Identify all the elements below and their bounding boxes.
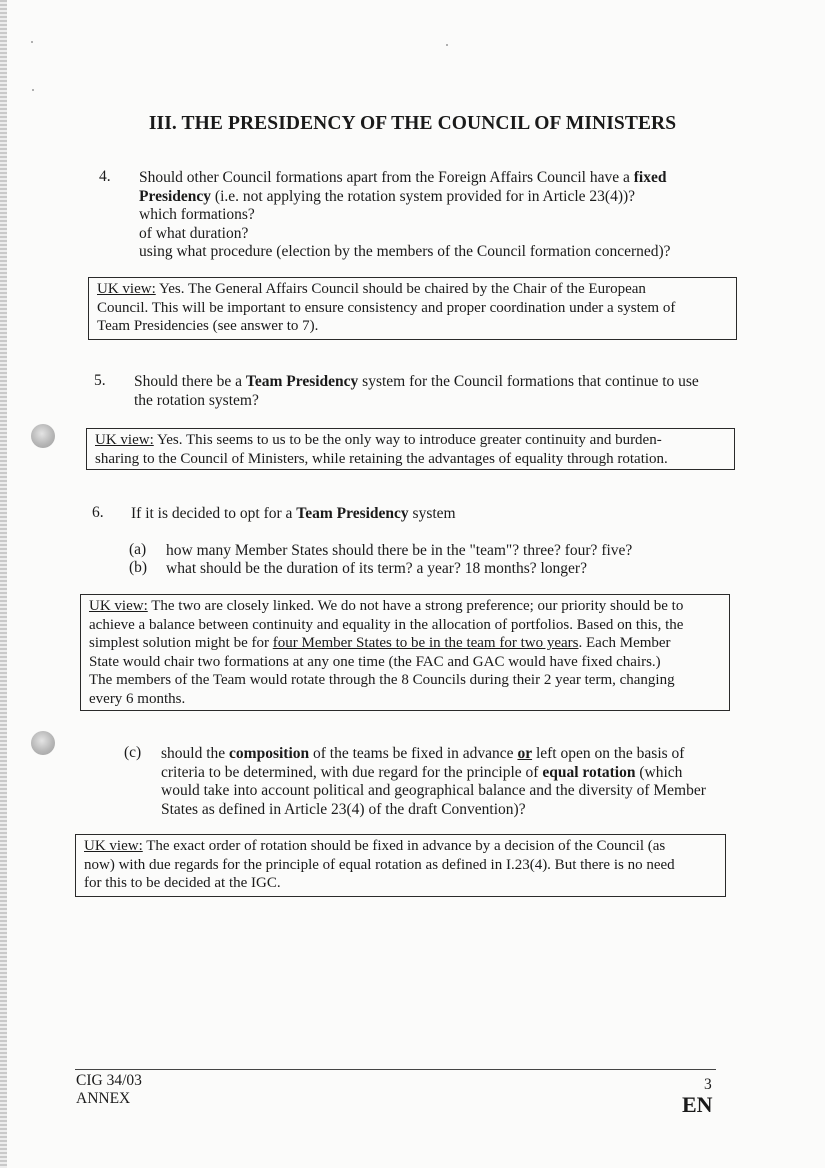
question-4: [139, 169, 739, 262]
question-5: [134, 373, 734, 410]
page-number: 3: [704, 1076, 712, 1093]
footer-divider: [75, 1069, 716, 1070]
scan-edge: [0, 0, 7, 1168]
uk-view-line: State would chair two formations at any one time (the FAC and GAC would have fixed chairs.): [89, 653, 661, 670]
question-line: the rotation system?: [134, 391, 259, 409]
sub-item-text: how many Member States should there be in the "team"? three? four? five?: [166, 542, 633, 559]
uk-view-line: Team Presidencies (see answer to 7).: [97, 318, 319, 334]
uk-view-label: UK view:: [89, 598, 148, 614]
uk-view-box: [88, 277, 737, 340]
question-line: using what procedure (election by the members of the Council formation concerned)?: [139, 243, 671, 260]
scan-speck: [446, 44, 448, 46]
sub-item-text: what should be the duration of its term? a year? 18 months? longer?: [166, 560, 587, 577]
uk-view-line: UK view: Yes. The General Affairs Council should be chaired by the Chair of the European: [97, 281, 646, 297]
uk-view-line: for this to be decided at the IGC.: [84, 875, 281, 891]
punch-hole: [31, 731, 55, 755]
question-line: Presidency (i.e. not applying the rotation system provided for in Article 23(4))?: [139, 187, 636, 205]
document-reference: CIG 34/03: [76, 1072, 142, 1089]
question-line: Should other Council formations apart from the Foreign Affairs Council have a fixed: [139, 169, 667, 186]
uk-view-label: UK view:: [97, 281, 156, 297]
uk-view-line: achieve a balance between continuity and equality in the allocation of portfolios. Based on this, the: [89, 616, 684, 633]
sub-item-label: (a): [129, 541, 147, 558]
question-number: 6.: [92, 504, 104, 521]
uk-view-label: UK view:: [84, 838, 143, 854]
uk-view-line: now) with due regards for the principle of equal rotation as defined in I.23(4). But there is no need: [84, 856, 675, 873]
page-title: III. THE PRESIDENCY OF THE COUNCIL OF MINISTERS: [148, 113, 677, 134]
punch-hole: [31, 424, 55, 448]
question-number: 5.: [94, 372, 106, 389]
question-line: criteria to be determined, with due regard for the principle of equal rotation (which: [161, 763, 683, 781]
sub-item-label: (c): [124, 744, 142, 761]
uk-view-line: simplest solution might be for four Member States to be in the team for two years. Each Member: [89, 635, 671, 651]
question-number: 4.: [99, 168, 111, 185]
scan-speck: [31, 41, 33, 43]
question-6c: [161, 745, 731, 819]
uk-view-box: [80, 594, 730, 711]
uk-view-line: The members of the Team would rotate through the 8 Councils during their 2 year term, changing: [89, 672, 675, 688]
uk-view-line: UK view: Yes. This seems to us to be the only way to introduce greater continuity and burden-: [95, 432, 662, 448]
uk-view-label: UK view:: [95, 432, 154, 448]
question-line: States as defined in Article 23(4) of the draft Convention)?: [161, 800, 526, 818]
uk-view-box: [86, 428, 735, 470]
question-line: should the composition of the teams be fixed in advance or left open on the basis of: [161, 745, 685, 762]
uk-view-line: UK view: The two are closely linked. We do not have a strong preference; our priority should be to: [89, 598, 684, 614]
question-line: Should there be a Team Presidency system for the Council formations that continue to use: [134, 373, 699, 390]
uk-view-line: Council. This will be important to ensure consistency and proper coordination under a system of: [97, 299, 676, 316]
question-line: of what duration?: [139, 224, 249, 242]
sub-item-label: (b): [129, 559, 148, 576]
uk-view-line: UK view: The exact order of rotation should be fixed in advance by a decision of the Council (as: [84, 838, 666, 854]
uk-view-line: every 6 months.: [89, 690, 186, 707]
question-6: If it is decided to opt for a Team Presidency system: [131, 505, 456, 522]
question-line: would take into account political and geographical balance and the diversity of Member: [161, 782, 706, 799]
uk-view-box: [75, 834, 726, 897]
question-line: which formations?: [139, 206, 255, 223]
scan-speck: [32, 89, 34, 91]
annex-label: ANNEX: [76, 1090, 131, 1107]
language-code: EN: [682, 1092, 713, 1117]
uk-view-line: sharing to the Council of Ministers, while retaining the advantages of equality through rotation.: [95, 450, 668, 467]
